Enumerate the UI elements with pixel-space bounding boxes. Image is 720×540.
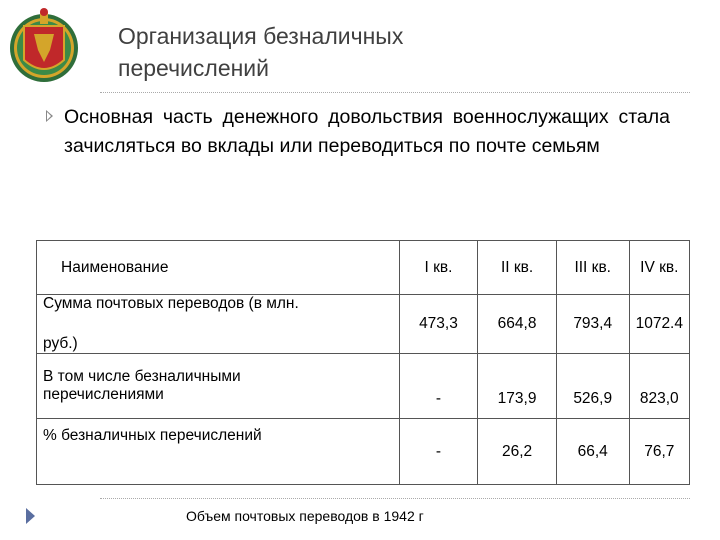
cell-q1: - <box>399 354 478 419</box>
cell-q3: 66,4 <box>556 419 629 485</box>
row-name-line1: В том числе безналичными <box>43 368 241 385</box>
row-name <box>37 295 400 354</box>
row-name-line2: руб.) <box>43 335 78 352</box>
top-divider <box>100 92 690 93</box>
cell-q4: 823,0 <box>629 354 689 419</box>
row-name-line1: % безналичных перечислений <box>43 427 262 444</box>
table-row <box>37 419 690 485</box>
bottom-divider <box>100 498 690 499</box>
slide-title <box>118 20 598 84</box>
cell-q1: - <box>399 419 478 485</box>
cell-q4: 1072.4 <box>629 295 689 354</box>
header-q1: I кв. <box>399 241 478 295</box>
table-row <box>37 354 690 419</box>
cell-q2: 173,9 <box>478 354 557 419</box>
title-line-2: перечислений <box>118 55 270 81</box>
header-q4: IV кв. <box>629 241 689 295</box>
cell-q4: 76,7 <box>629 419 689 485</box>
bottom-arrow-icon <box>26 508 35 524</box>
row-name-line1: Сумма почтовых переводов (в млн. <box>43 295 299 312</box>
cell-q2: 664,8 <box>478 295 557 354</box>
title-line-1: Организация безналичных <box>118 23 404 49</box>
cell-q2: 26,2 <box>478 419 557 485</box>
table-header-row <box>37 241 690 295</box>
cell-q3: 526,9 <box>556 354 629 419</box>
emblem-icon <box>6 4 82 88</box>
header-q2: II кв. <box>478 241 557 295</box>
row-name <box>37 419 400 485</box>
table-row <box>37 295 690 354</box>
row-name <box>37 354 400 419</box>
header-q3: III кв. <box>556 241 629 295</box>
cell-q3: 793,4 <box>556 295 629 354</box>
data-table <box>36 240 690 485</box>
header-name: Наименование <box>37 241 400 295</box>
main-paragraph: Основная часть денежного довольствия военнослужащих стала зачисляться во вклады или переводиться по почте семьям <box>64 106 670 157</box>
cell-q1: 473,3 <box>399 295 478 354</box>
bullet-arrow-icon <box>46 110 53 122</box>
row-name-line2: перечислениями <box>43 386 164 403</box>
table-caption: Объем почтовых переводов в 1942 г <box>186 508 424 524</box>
